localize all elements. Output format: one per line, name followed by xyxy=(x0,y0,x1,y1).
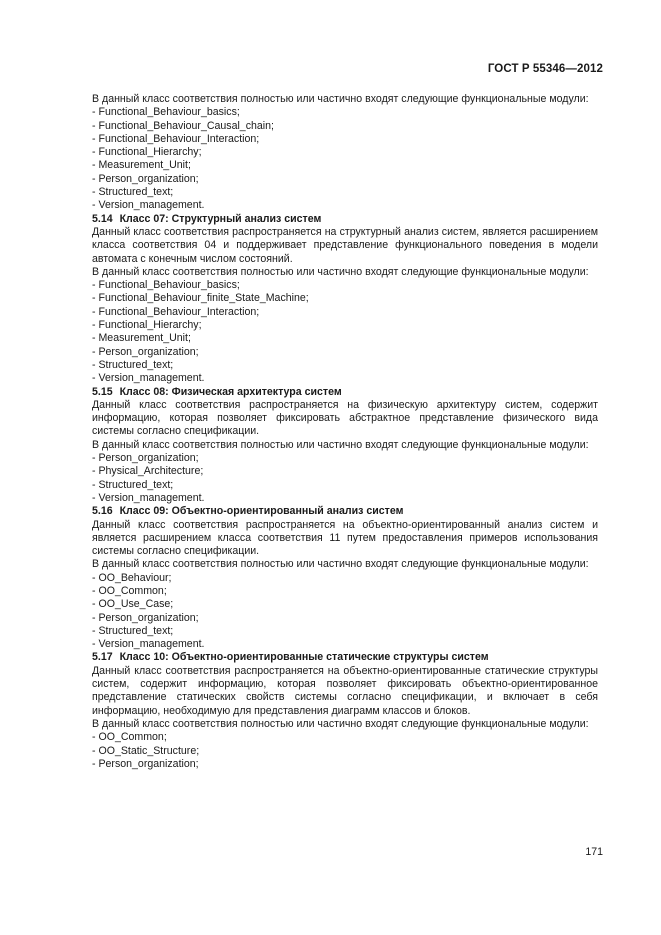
section-heading xyxy=(92,505,598,518)
section-title: Класс 10: Объектно-ориентированные статические структуры систем xyxy=(119,651,489,664)
section-intro: В данный класс соответствия полностью или частично входят следующие функциональные модули: xyxy=(92,717,589,730)
section-description: Данный класс соответствия распространяется на объектно-ориентированные статические структуры систем, содержит информацию, которая позволяет фиксировать объектно-ориентированное представление статических свойств системы согласно спецификации, и включает в себя информацию, необходимую для представления диаграмм классов и блоков. xyxy=(92,664,598,717)
list-item: - OO_Common; xyxy=(92,584,167,597)
section-intro: В данный класс соответствия полностью или частично входят следующие функциональные модули: xyxy=(92,558,589,571)
list-item: - Functional_Behaviour_basics; xyxy=(92,106,240,119)
list-item: - OO_Static_Structure; xyxy=(92,744,200,757)
list-item: - Version_management. xyxy=(92,638,205,651)
section-heading xyxy=(92,651,598,664)
list-item: - Functional_Hierarchy; xyxy=(92,319,202,332)
section-title: Класс 08: Физическая архитектура систем xyxy=(119,385,342,398)
list-item: - Functional_Hierarchy; xyxy=(92,146,202,159)
section-module-list xyxy=(92,279,598,385)
list-item: - Functional_Behaviour_basics; xyxy=(92,279,240,292)
list-item: - Structured_text; xyxy=(92,186,174,199)
section-description: Данный класс соответствия распространяется на структурный анализ систем, является расширением класса соответствия 04 и поддерживает представление функционального поведения в модели автомата с конечным числом состояний. xyxy=(92,225,598,265)
list-item: - Person_organization; xyxy=(92,452,199,465)
list-item: - Version_management. xyxy=(92,491,205,504)
section-module-list xyxy=(92,452,598,505)
list-item: - Structured_text; xyxy=(92,624,174,637)
document-content xyxy=(92,93,598,771)
section-module-list xyxy=(92,731,598,771)
section-description: Данный класс соответствия распространяется на физическую архитектуру систем, содержит информацию, которая позволяет фиксировать абстрактное представление физического вида системы согласно спецификации. xyxy=(92,398,598,438)
list-item: - OO_Common; xyxy=(92,731,167,744)
section-number: 5.17 xyxy=(92,651,113,664)
section-heading xyxy=(92,213,598,226)
list-item: - Structured_text; xyxy=(92,478,174,491)
intro-module-list xyxy=(92,106,598,212)
intro-text: В данный класс соответствия полностью или частично входят следующие функциональные модули: xyxy=(92,93,589,105)
list-item: - Structured_text; xyxy=(92,358,174,371)
section-description: Данный класс соответствия распространяется на объектно-ориентированный анализ систем и является расширением класса соответствия 11 путем предоставления примеров использования системы согласно спецификации. xyxy=(92,518,598,558)
list-item: - Physical_Architecture; xyxy=(92,465,204,478)
section-title: Класс 07: Структурный анализ систем xyxy=(119,212,322,225)
list-item: - Measurement_Unit; xyxy=(92,159,191,172)
section-heading xyxy=(92,386,598,399)
list-item: - Version_management. xyxy=(92,199,205,212)
section-number: 5.15 xyxy=(92,385,113,398)
list-item: - Functional_Behaviour_Interaction; xyxy=(92,132,260,145)
section-intro: В данный класс соответствия полностью или частично входят следующие функциональные модули: xyxy=(92,265,589,278)
list-item: - OO_Use_Case; xyxy=(92,598,174,611)
section-intro: В данный класс соответствия полностью или частично входят следующие функциональные модули: xyxy=(92,438,589,451)
list-item: - Functional_Behaviour_Causal_chain; xyxy=(92,119,274,132)
list-item: - OO_Behaviour; xyxy=(92,571,172,584)
list-item: - Person_organization; xyxy=(92,345,199,358)
section-module-list xyxy=(92,572,598,652)
list-item: - Functional_Behaviour_Interaction; xyxy=(92,305,260,318)
list-item: - Functional_Behaviour_finite_State_Machine; xyxy=(92,292,309,305)
page-number: 171 xyxy=(585,846,603,858)
section-title: Класс 09: Объектно-ориентированный анализ систем xyxy=(119,505,404,518)
list-item: - Version_management. xyxy=(92,372,205,385)
list-item: - Person_organization; xyxy=(92,757,199,770)
list-item: - Person_organization; xyxy=(92,172,199,185)
document-header: ГОСТ Р 55346—2012 xyxy=(487,63,603,75)
section-number: 5.14 xyxy=(92,212,113,225)
section-number: 5.16 xyxy=(92,505,113,518)
list-item: - Person_organization; xyxy=(92,611,199,624)
list-item: - Measurement_Unit; xyxy=(92,332,191,345)
